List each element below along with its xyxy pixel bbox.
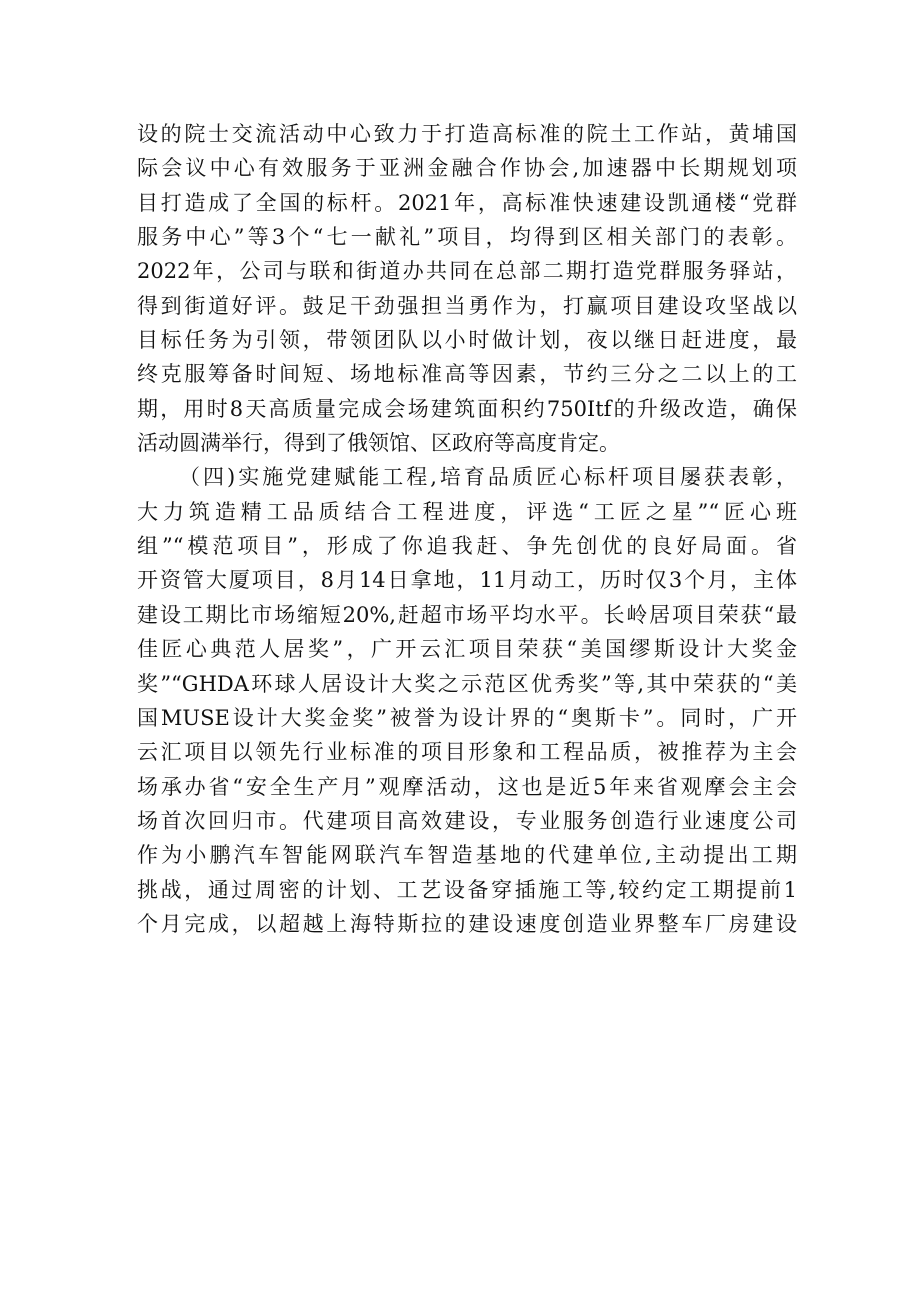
text-line: 奖”“GHDA环球人居设计大奖之示范区优秀奖”等,其中荣获的“美 bbox=[137, 671, 797, 696]
text-line: 作为小鹏汽车智能网联汽车智造基地的代建单位,主动提出工期 bbox=[137, 843, 797, 868]
text-line: 活动圆满举行，得到了俄领馆、区政府等高度肯定。 bbox=[137, 431, 620, 456]
text-line: 云汇项目以领先行业标准的项目形象和工程品质，被推荐为主会 bbox=[137, 740, 797, 765]
text-line: 终克服筹备时间短、场地标准高等因素，节约三分之二以上的工 bbox=[137, 362, 797, 387]
text-line: 际会议中心有效服务于亚洲金融合作协会,加速器中长期规划项 bbox=[137, 156, 797, 181]
body-text bbox=[137, 117, 797, 941]
text-line: 建设工期比市场缩短20%,赶超市场平均水平。长岭居项目荣获“最 bbox=[137, 602, 797, 627]
text-line: 组”“模范项目”，形成了你追我赶、争先创优的良好局面。省 bbox=[137, 534, 797, 559]
text-line: 得到街道好评。鼓足干劲强担当勇作为，打赢项目建设攻坚战以 bbox=[137, 293, 797, 318]
section-heading-line: （四)实施党建赋能工程,培育品质匠心标杆项目屡获表彰， bbox=[179, 465, 797, 490]
text-line: 场首次回归市。代建项目高效建设，专业服务创造行业速度公司 bbox=[137, 808, 797, 833]
text-line: 场承办省“安全生产月”观摩活动，这也是近5年来省观摩会主会 bbox=[137, 774, 797, 799]
text-line: 挑战，通过周密的计划、工艺设备穿插施工等,较约定工期提前1 bbox=[137, 877, 797, 902]
text-line: 2022年，公司与联和街道办共同在总部二期打造党群服务驿站， bbox=[137, 259, 797, 284]
text-line: 国MUSE设计大奖金奖”被誉为设计界的“奥斯卡”。同时，广开 bbox=[137, 705, 797, 730]
text-line: 佳匠心典范人居奖”，广开云汇项目荣获“美国缪斯设计大奖金 bbox=[137, 637, 797, 662]
text-line: 目打造成了全国的标杆。2021年，高标准快速建设凯通楼“党群 bbox=[137, 190, 797, 215]
text-line: 服务中心”等3个“七一献礼”项目，均得到区相关部门的表彰。 bbox=[137, 225, 797, 250]
text-line: 设的院士交流活动中心致力于打造高标准的院土工作站，黄埔国 bbox=[137, 122, 797, 146]
text-line: 大力筑造精工品质结合工程进度，评选“工匠之星”“匠心班 bbox=[137, 499, 797, 524]
text-line: 期，用时8天高质量完成会场建筑面积约750Itf的升级改造，确保 bbox=[137, 396, 797, 421]
text-line: 个月完成，以超越上海特斯拉的建设速度创造业界整车厂房建设 bbox=[137, 911, 797, 936]
text-line: 开资管大厦项目，8月14日拿地，11月动工，历时仅3个月，主体 bbox=[137, 568, 797, 593]
text-line: 目标任务为引领，带领团队以小时做计划，夜以继日赶进度，最 bbox=[137, 328, 797, 353]
